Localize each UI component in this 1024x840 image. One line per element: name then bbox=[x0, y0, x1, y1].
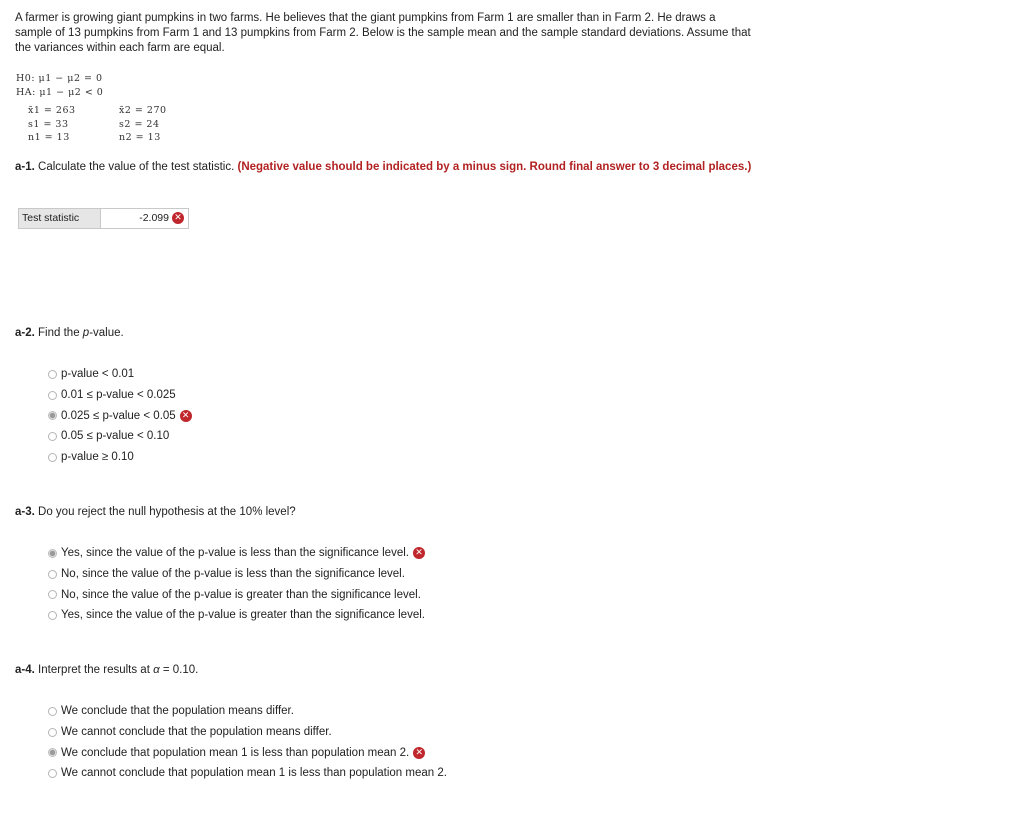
a2-option-label: 0.025 ≤ p-value < 0.05 bbox=[61, 409, 176, 422]
question-a4-text-post: = 0.10. bbox=[159, 664, 199, 676]
test-statistic-header: Test statistic bbox=[19, 209, 101, 228]
radio-button[interactable] bbox=[48, 707, 57, 716]
a3-option[interactable] bbox=[48, 605, 425, 626]
farm2-sd: s2 = 24 bbox=[119, 118, 160, 130]
radio-button[interactable] bbox=[48, 611, 57, 620]
question-a1 bbox=[15, 160, 775, 175]
test-statistic-answer: -2.099 bbox=[139, 212, 169, 224]
test-statistic-table bbox=[18, 208, 189, 229]
alternative-hypothesis: HA: μ1 − μ2 < 0 bbox=[16, 87, 104, 98]
question-a2-text-p: p bbox=[82, 327, 90, 339]
a4-option[interactable] bbox=[48, 722, 447, 743]
radio-button[interactable] bbox=[48, 391, 57, 400]
a2-option-label: p-value < 0.01 bbox=[61, 368, 135, 381]
alpha-symbol: α bbox=[153, 664, 160, 676]
incorrect-x-icon: ✕ bbox=[172, 212, 184, 224]
a3-option[interactable] bbox=[48, 564, 425, 585]
radio-button[interactable] bbox=[48, 769, 57, 778]
a3-option[interactable] bbox=[48, 543, 425, 564]
question-a3 bbox=[15, 506, 296, 518]
a2-options bbox=[48, 364, 192, 467]
a2-option[interactable] bbox=[48, 364, 192, 385]
a3-option-label: Yes, since the value of the p-value is greater than the significance level. bbox=[61, 609, 425, 622]
farm1-n: n1 = 13 bbox=[28, 132, 70, 143]
incorrect-x-icon: ✕ bbox=[180, 410, 192, 422]
a4-option-label: We conclude that population mean 1 is less than population mean 2. bbox=[61, 746, 410, 759]
question-a3-text: Do you reject the null hypothesis at the 10% level? bbox=[38, 506, 296, 518]
a3-option-label: No, since the value of the p-value is less than the significance level. bbox=[61, 568, 405, 581]
question-a2-text-post: -value. bbox=[89, 327, 124, 339]
question-a4-label: a-4. bbox=[15, 664, 35, 676]
radio-button-selected[interactable] bbox=[48, 549, 57, 558]
radio-button-selected[interactable] bbox=[48, 748, 57, 757]
farm2-n: n2 = 13 bbox=[119, 132, 161, 143]
question-a4-text-pre: Interpret the results at bbox=[38, 664, 154, 676]
a2-option[interactable] bbox=[48, 385, 192, 406]
a4-option-label: We cannot conclude that the population means differ. bbox=[61, 726, 332, 739]
farm1-stats bbox=[28, 104, 76, 145]
question-a1-instruction: (Negative value should be indicated by a minus sign. Round final answer to 3 decimal places.) bbox=[237, 161, 752, 173]
farm2-mean: x̄2 = 270 bbox=[119, 105, 167, 116]
incorrect-x-icon: ✕ bbox=[413, 747, 425, 759]
question-a3-label: a-3. bbox=[15, 506, 35, 518]
test-statistic-answer-cell[interactable] bbox=[101, 209, 188, 228]
radio-button[interactable] bbox=[48, 453, 57, 462]
a4-option-label: We conclude that the population means differ. bbox=[61, 705, 294, 718]
problem-intro: A farmer is growing giant pumpkins in two farms. He believes that the giant pumpkins from Farm 1 are smaller than in Farm 2. He draws a sample of 13 pumpkins from Farm 1 and 13 pumpkins from Farm 2. Below is the sample mean and the sample standard deviations. Assume that the variances within each farm are equal. bbox=[15, 12, 751, 54]
a3-option-label: No, since the value of the p-value is greater than the significance level. bbox=[61, 588, 421, 601]
a2-option[interactable] bbox=[48, 426, 192, 447]
question-a2-label: a-2. bbox=[15, 327, 35, 339]
radio-button[interactable] bbox=[48, 728, 57, 737]
farm1-sd: s1 = 33 bbox=[28, 118, 69, 130]
a2-option[interactable] bbox=[48, 405, 192, 426]
radio-button[interactable] bbox=[48, 590, 57, 599]
a3-option-label: Yes, since the value of the p-value is less than the significance level. bbox=[61, 547, 409, 560]
radio-button[interactable] bbox=[48, 570, 57, 579]
a4-option[interactable] bbox=[48, 763, 447, 784]
question-a1-label: a-1. bbox=[15, 161, 35, 173]
radio-button[interactable] bbox=[48, 370, 57, 379]
a4-options bbox=[48, 701, 447, 784]
a3-options bbox=[48, 543, 425, 626]
radio-button[interactable] bbox=[48, 432, 57, 441]
a2-option-label: 0.01 ≤ p-value < 0.025 bbox=[61, 389, 176, 402]
question-a1-text: Calculate the value of the test statistic. bbox=[38, 161, 235, 173]
a4-option[interactable] bbox=[48, 701, 447, 722]
question-a2 bbox=[15, 327, 124, 339]
a2-option[interactable] bbox=[48, 447, 192, 468]
radio-button-selected[interactable] bbox=[48, 411, 57, 420]
a4-option-label: We cannot conclude that population mean 1 is less than population mean 2. bbox=[61, 767, 447, 780]
a2-option-label: p-value ≥ 0.10 bbox=[61, 451, 134, 464]
farm1-mean: x̄1 = 263 bbox=[28, 105, 76, 116]
question-a2-text-pre: Find the bbox=[38, 327, 83, 339]
a4-option[interactable] bbox=[48, 742, 447, 763]
question-a4 bbox=[15, 664, 198, 676]
a2-option-label: 0.05 ≤ p-value < 0.10 bbox=[61, 430, 170, 443]
farm2-stats bbox=[119, 104, 167, 145]
incorrect-x-icon: ✕ bbox=[413, 547, 425, 559]
a3-option[interactable] bbox=[48, 584, 425, 605]
null-hypothesis: H0: μ1 − μ2 = 0 bbox=[16, 73, 103, 84]
